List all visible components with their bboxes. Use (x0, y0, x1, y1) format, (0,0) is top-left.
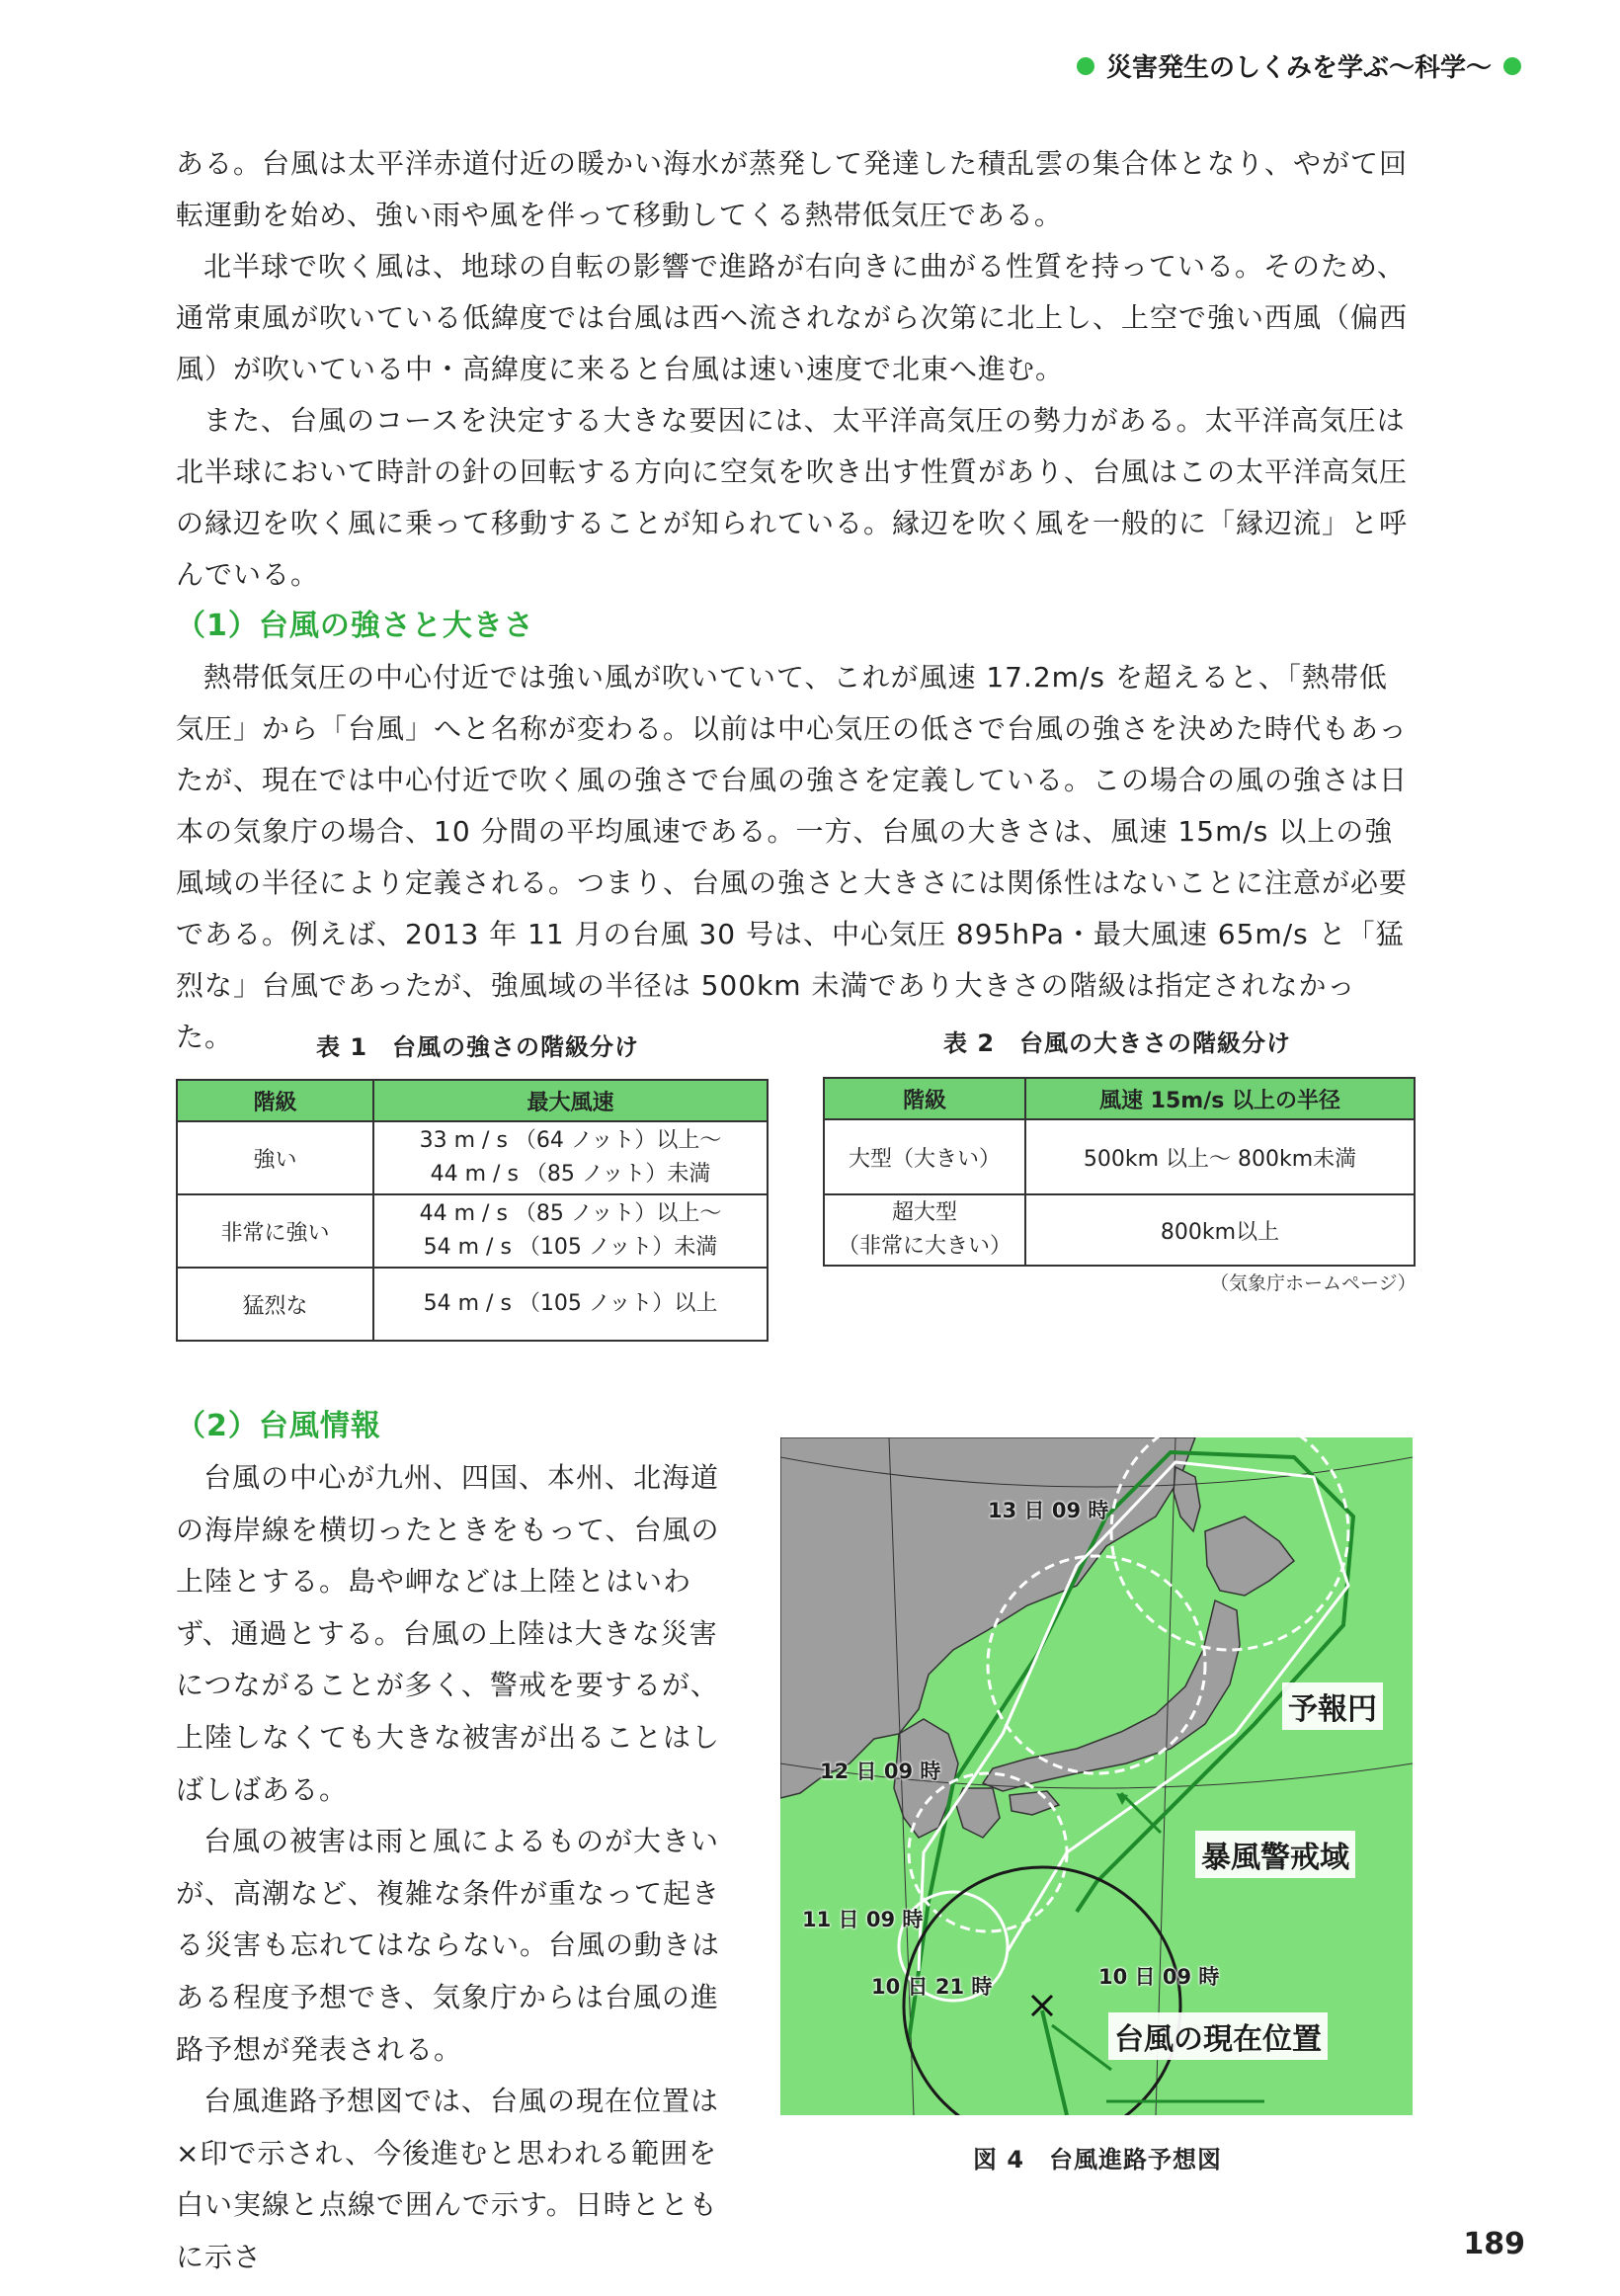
map-date-label: 12 日 09 時 (820, 1760, 941, 1783)
map-date-label: 10 日 09 時 (1098, 1965, 1220, 1989)
figure-caption: 図 4 台風進路予想図 (973, 2146, 1223, 2173)
cell-line: 54 m / s （105 ノット）未満 (423, 1235, 718, 1260)
radius-cell: 500km 以上〜 800km未満 (1025, 1119, 1415, 1194)
paragraph: 台風進路予想図では、台風の現在位置は×印で示され、今後進むと思われる範囲を白い実線と点線で囲んで示す。日時とともに示さ (176, 2085, 720, 2273)
table-row (177, 1121, 768, 1194)
typhoon-track-map (780, 1437, 1413, 2115)
map-date-label: 13 日 09 時 (988, 1499, 1109, 1522)
table2-caption: 表 2 台風の大きさの階級分け (943, 1029, 1292, 1057)
paragraph: 台風の中心が九州、四国、本州、北海道の海岸線を横切ったときをもって、台風の上陸とする。島や岬などは上陸とはいわず、通過とする。台風の上陸は大きな災害につながることが多く、警戒を要するが、上陸しなくても大きな被害が出ることはしばしばある。 (176, 1461, 721, 1806)
table-header-cell: 階級 (177, 1080, 373, 1121)
header-title: 災害発生のしくみを学ぶ〜科学〜 (1105, 53, 1492, 83)
wind-speed-cell (373, 1268, 768, 1341)
paragraph: ある。台風は太平洋赤道付近の暖かい海水が蒸発して発達した積乱雲の集合体となり、やがて回転運動を始め、強い雨や風を伴って移動してくる熱帯低気圧である。 (176, 147, 1409, 231)
radius-cell: 800km以上 (1025, 1194, 1415, 1266)
current-position-label: 台風の現在位置 (1108, 2012, 1328, 2060)
map-date-label: 11 日 09 時 (802, 1908, 924, 1931)
main-text (176, 138, 1411, 1063)
cell-line: 33 m / s （64 ノット）以上〜 (419, 1128, 722, 1153)
cell-line: 44 m / s （85 ノット）未満 (430, 1162, 711, 1187)
table-row (177, 1268, 768, 1341)
section-heading: （1）台風の強さと大きさ (176, 609, 534, 643)
cell-line: 超大型 (891, 1200, 957, 1225)
cell-line: （非常に大きい） (837, 1234, 1012, 1259)
source-note: （気象庁ホームページ） (1210, 1272, 1417, 1294)
grade-cell (824, 1194, 1025, 1266)
table-header-row (177, 1080, 768, 1121)
table1-caption: 表 1 台風の強さの階級分け (316, 1033, 640, 1061)
land-honshu (983, 1600, 1240, 1791)
paragraph: また、台風のコースを決定する大きな要因には、太平洋高気圧の勢力がある。太平洋高気圧は北半球において時計の針の回転する方向に空気を吹き出す性質があり、台風はこの太平洋高気圧の縁辺を吹く風に乗って移動することが知られている。縁辺を吹く風を一般的に「縁辺流」と呼んでいる。 (176, 404, 1409, 591)
page-number: 189 (1463, 2227, 1525, 2261)
table-header-cell: 最大風速 (373, 1080, 768, 1121)
grade-cell: 非常に強い (177, 1194, 373, 1268)
table-row (177, 1194, 768, 1268)
land-sakhalin (1174, 1467, 1200, 1531)
cell-line: 44 m / s （85 ノット）以上〜 (419, 1201, 722, 1226)
table-row (824, 1119, 1415, 1194)
paragraph: 北半球で吹く風は、地球の自転の影響で進路が右向きに曲がる性質を持っている。そのため、通常東風が吹いている低緯度では台風は西へ流されながら次第に北上し、上空で強い西風（偏西風）が吹いている中・高緯度に来ると台風は速い速度で北東へ進む。 (176, 250, 1409, 385)
bullet-dot-icon (1503, 57, 1521, 75)
map-date-label: 10 日 21 時 (871, 1975, 993, 1999)
wind-speed-cell (373, 1121, 768, 1194)
table-row (824, 1194, 1415, 1266)
section-heading: （2）台風情報 (176, 1409, 381, 1443)
typhoon-size-table (823, 1077, 1416, 1267)
storm-warning-label: 暴風警戒域 (1195, 1831, 1355, 1878)
grade-cell: 猛烈な (177, 1268, 373, 1341)
grade-cell: 大型（大きい） (824, 1119, 1025, 1194)
section2-text (176, 1401, 729, 2284)
land-hokkaido (1205, 1517, 1294, 1596)
leader-line (1052, 2025, 1111, 2070)
running-header (1077, 47, 1521, 84)
table-header-cell: 風速 15m/s 以上の半径 (1025, 1078, 1415, 1119)
table-header-row (824, 1078, 1415, 1119)
table-header-cell: 階級 (824, 1078, 1025, 1119)
wind-speed-cell (373, 1194, 768, 1268)
grade-cell: 強い (177, 1121, 373, 1194)
bullet-dot-icon (1077, 57, 1094, 75)
typhoon-strength-table (176, 1079, 769, 1342)
paragraph: 熱帯低気圧の中心付近では強い風が吹いていて、これが風速 17.2m/s を超えると、「熱帯低気圧」から「台風」へと名称が変わる。以前は中心気圧の低さで台風の強さを決めた時代もあったが、現在では中心付近で吹く風の強さで台風の強さを定義している。この場合の風の強さは日本の気象庁の場合、10 分間の平均風速である。一方、台風の大きさは、風速 15m/s 以上の強風域の半径により定義される。つまり、台風の強さと大きさには関係性はないことに注意が必要である。例えば、2013 年 11 月の台風 30 号は、中心気圧 895hPa・最大風速 65m/s と「猛烈な」台風であったが、強風域の半径は 500km 未満であり大きさの階級は指定されなかった。 (176, 661, 1409, 1053)
cell-line: 54 m / s （105 ノット）以上 (423, 1291, 718, 1316)
paragraph: 台風の被害は雨と風によるものが大きいが、高潮など、複雑な条件が重なって起きる災害も忘れてはならない。台風の動きはある程度予想でき、気象庁からは台風の進路予想が発表される。 (176, 1825, 721, 2066)
forecast-circle-label: 予報円 (1282, 1682, 1383, 1730)
land-shikoku (1010, 1791, 1059, 1815)
